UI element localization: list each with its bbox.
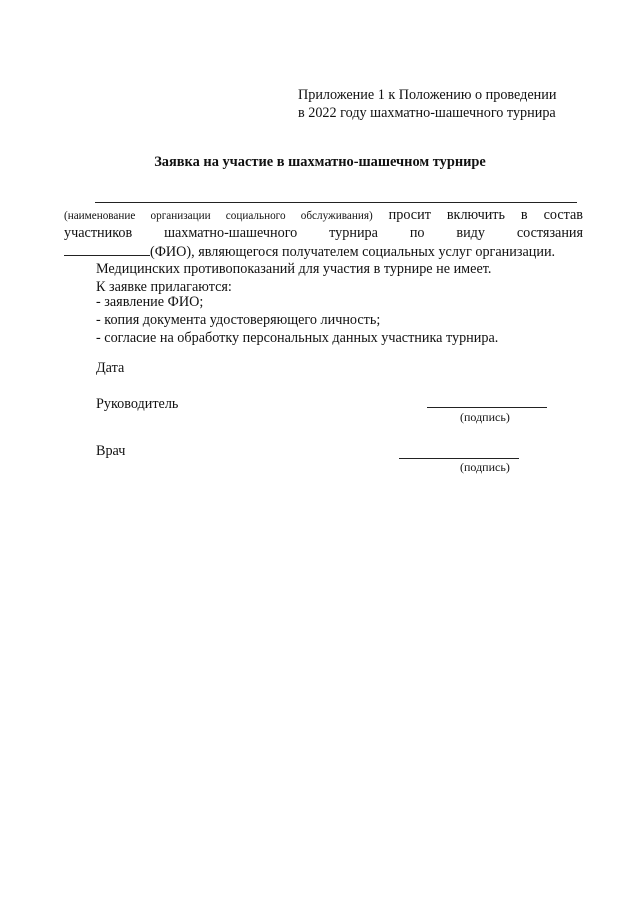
- head-signature-caption: (подпись): [460, 410, 510, 424]
- request-line-1: [64, 206, 583, 225]
- request-line-2: [64, 224, 583, 242]
- line2-word: турнира: [329, 225, 378, 241]
- line2-word: шахматно-шашечного: [164, 225, 298, 241]
- request-tail: просит включить в состав: [388, 207, 583, 223]
- attachments-list: [96, 293, 498, 347]
- attachment-item: - согласие на обработку персональных данных участника турнира.: [96, 330, 499, 346]
- attachments-header: К заявке прилагаются:: [96, 279, 232, 295]
- doctor-signature-line: [399, 458, 519, 459]
- document-title: Заявка на участие в шахматно-шашечном турнире: [154, 154, 486, 170]
- appendix-reference: [298, 86, 556, 122]
- line2-word: виду: [456, 225, 485, 241]
- fio-blank-line: [64, 242, 150, 256]
- organization-name-blank-line: [95, 202, 577, 203]
- request-line-3: [64, 242, 555, 261]
- doctor-label: Врач: [96, 443, 126, 459]
- head-signature-line: [427, 407, 547, 408]
- doctor-signature-caption: (подпись): [460, 460, 510, 474]
- contraindications-statement: Медицинских противопоказаний для участия в турнире не имеет.: [96, 261, 492, 277]
- head-label: Руководитель: [96, 396, 179, 412]
- date-label: Дата: [96, 360, 125, 376]
- line2-word: по: [409, 225, 425, 241]
- attachment-item: - заявление ФИО;: [96, 294, 204, 310]
- line2-word: состязания: [516, 225, 584, 241]
- line2-word: участников: [64, 225, 133, 241]
- appendix-line-2: в 2022 году шахматно-шашечного турнира: [298, 105, 556, 121]
- attachment-item: - копия документа удостоверяющего личность;: [96, 312, 381, 328]
- organization-hint: (наименование организации социального обслуживания): [64, 210, 373, 222]
- fio-text: (ФИО), являющегося получателем социальных услуг организации.: [150, 244, 556, 260]
- appendix-line-1: Приложение 1 к Положению о проведении: [298, 87, 557, 103]
